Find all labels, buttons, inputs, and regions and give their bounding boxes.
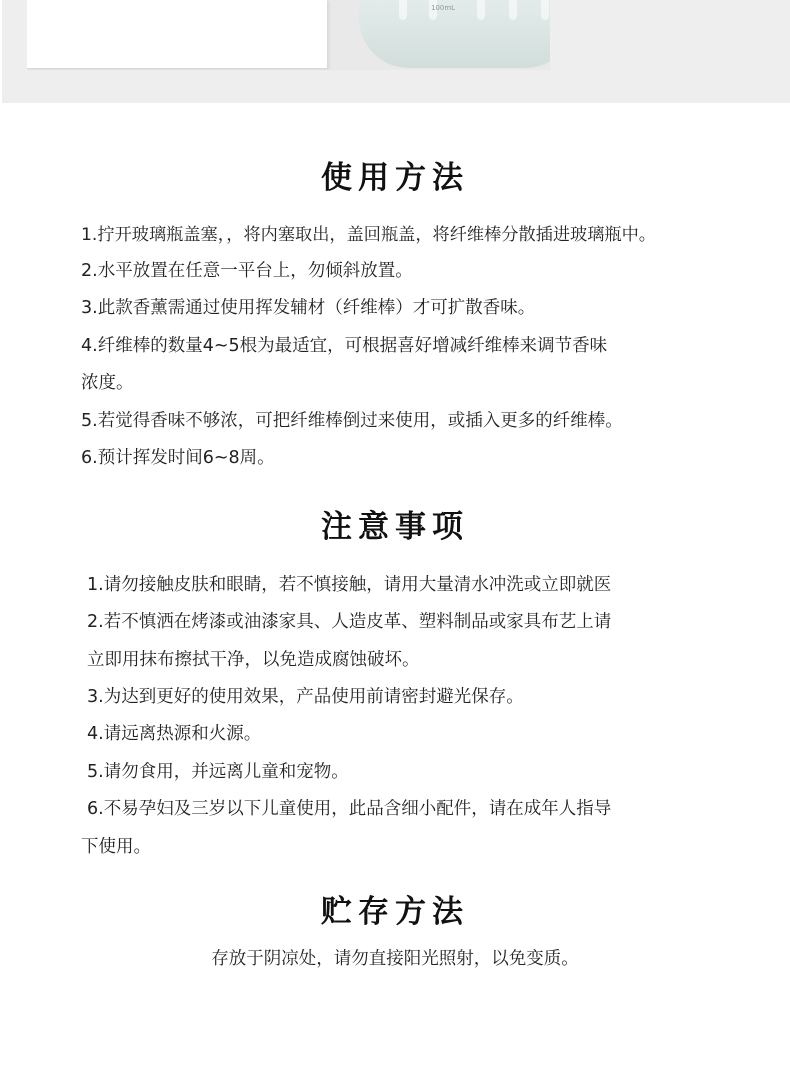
usage-line: 5.若觉得香味不够浓，可把纤维棒倒过来使用，或插入更多的纤维棒。 xyxy=(81,411,623,431)
precautions-title: 注意事项 xyxy=(321,509,469,545)
packaging-box xyxy=(27,0,327,69)
precaution-line: 立即用抹布擦拭干净，以免造成腐蚀破坏。 xyxy=(87,650,420,670)
precaution-line: 1.请勿接触皮肤和眼睛，若不慎接触，请用大量清水冲洗或立即就医 xyxy=(87,575,612,595)
product-photo xyxy=(27,0,550,70)
usage-title: 使用方法 xyxy=(321,160,469,196)
usage-line: 2.水平放置在任意一平台上，勿倾斜放置。 xyxy=(81,261,413,281)
usage-line: 4.纤维棒的数量4~5根为最适宜，可根据喜好增减纤维棒来调节香味 xyxy=(81,336,608,356)
glass-bottle xyxy=(359,0,550,68)
usage-line: 6.预计挥发时间6~8周。 xyxy=(81,448,275,468)
usage-line: 3.此款香薰需通过使用挥发辅材（纤维棒）才可扩散香味。 xyxy=(81,298,536,318)
precaution-line: 2.若不慎洒在烤漆或油漆家具、人造皮革、塑料制品或家具布艺上请 xyxy=(87,612,612,632)
storage-title: 贮存方法 xyxy=(321,894,469,930)
storage-text: 存放于阴凉处，请勿直接阳光照射，以免变质。 xyxy=(211,949,579,969)
precaution-line: 5.请勿食用，并远离儿童和宠物。 xyxy=(87,762,349,782)
usage-line: 1.拧开玻璃瓶盖塞，，将内塞取出，盖回瓶盖，将纤维棒分散插进玻璃瓶中。 xyxy=(81,225,656,245)
precaution-line: 下使用。 xyxy=(81,837,151,857)
precaution-line: 6.不易孕妇及三岁以下儿童使用，此品含细小配件，请在成年人指导 xyxy=(87,799,612,819)
precaution-line: 3.为达到更好的使用效果，产品使用前请密封避光保存。 xyxy=(87,687,524,707)
usage-line: 浓度。 xyxy=(81,373,134,393)
product-photo-strip xyxy=(2,0,790,103)
bottle-label: 100mL xyxy=(431,4,456,12)
precaution-line: 4.请远离热源和火源。 xyxy=(87,724,262,744)
